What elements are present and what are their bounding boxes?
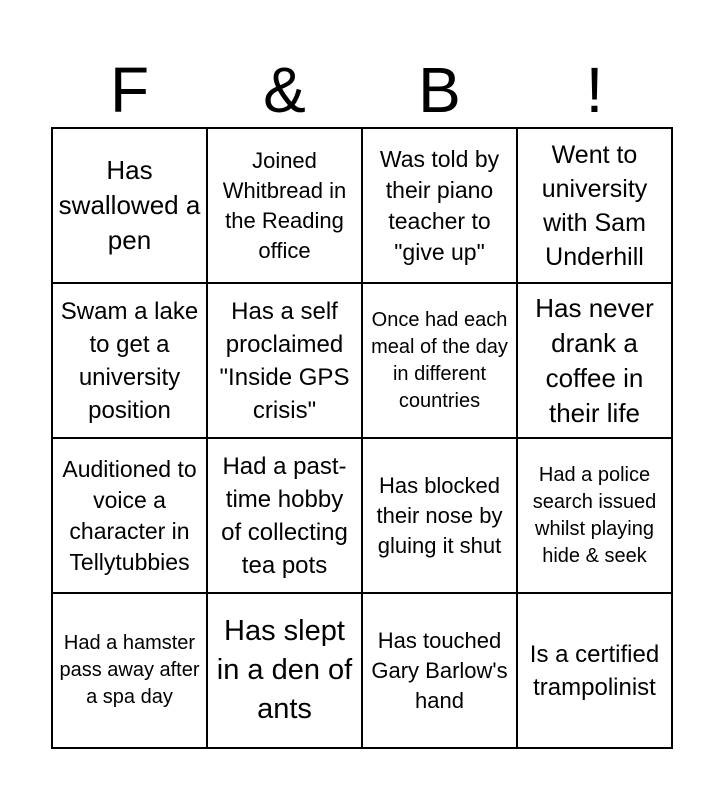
bingo-cell[interactable]: [53, 439, 208, 594]
bingo-cell-text: Swam a lake to get a university position: [60, 297, 199, 424]
bingo-cell[interactable]: [53, 284, 208, 439]
bingo-cell[interactable]: [53, 594, 208, 749]
bingo-cell-text: Had a police search issued whilst playing hide & seek: [532, 463, 657, 567]
bingo-cell[interactable]: [208, 129, 363, 284]
bingo-cell-text: Once had each meal of the day in different countries: [371, 308, 508, 412]
bingo-cell-text: Has slept in a den of ants: [216, 615, 353, 725]
bingo-cell[interactable]: [363, 439, 518, 594]
header-letter-f: F: [109, 54, 150, 126]
bingo-cell-text: Is a certified trampolinist: [529, 640, 660, 701]
bingo-cell[interactable]: [518, 594, 673, 749]
header-letter-b: B: [418, 54, 461, 126]
bingo-cell[interactable]: [518, 129, 673, 284]
bingo-cell-text: Has never drank a coffee in their life: [535, 292, 654, 428]
bingo-cell-text: Has swallowed a pen: [58, 155, 201, 255]
bingo-cell-text: Went to university with Sam Underhill: [541, 140, 648, 271]
bingo-cell-text: Has a self proclaimed "Inside GPS crisis": [219, 297, 350, 424]
bingo-header: [52, 52, 672, 128]
bingo-cell[interactable]: [208, 284, 363, 439]
bingo-cell-text: Was told by their piano teacher to "give up": [379, 145, 500, 265]
bingo-cell[interactable]: [208, 439, 363, 594]
bingo-cell[interactable]: [363, 594, 518, 749]
bingo-cell-text: Had a hamster pass away after a spa day: [59, 632, 200, 708]
bingo-grid: [51, 127, 673, 749]
bingo-cell[interactable]: [518, 439, 673, 594]
bingo-cell[interactable]: [53, 129, 208, 284]
header-letter-exclamation: !: [585, 54, 604, 126]
header-letter-ampersand: &: [263, 54, 306, 126]
bingo-cell[interactable]: [518, 284, 673, 439]
bingo-cell-text: Joined Whitbread in the Reading office: [222, 147, 347, 263]
bingo-cell[interactable]: [363, 284, 518, 439]
bingo-cell-text: Has touched Gary Barlow's hand: [371, 627, 508, 713]
bingo-cell[interactable]: [208, 594, 363, 749]
bingo-cell-text: Has blocked their nose by gluing it shut: [376, 472, 503, 558]
bingo-cell-text: Auditioned to voice a character in Tellytubbies: [62, 455, 197, 575]
bingo-cell[interactable]: [363, 129, 518, 284]
bingo-cell-text: Had a past-time hobby of collecting tea pots: [221, 452, 348, 579]
